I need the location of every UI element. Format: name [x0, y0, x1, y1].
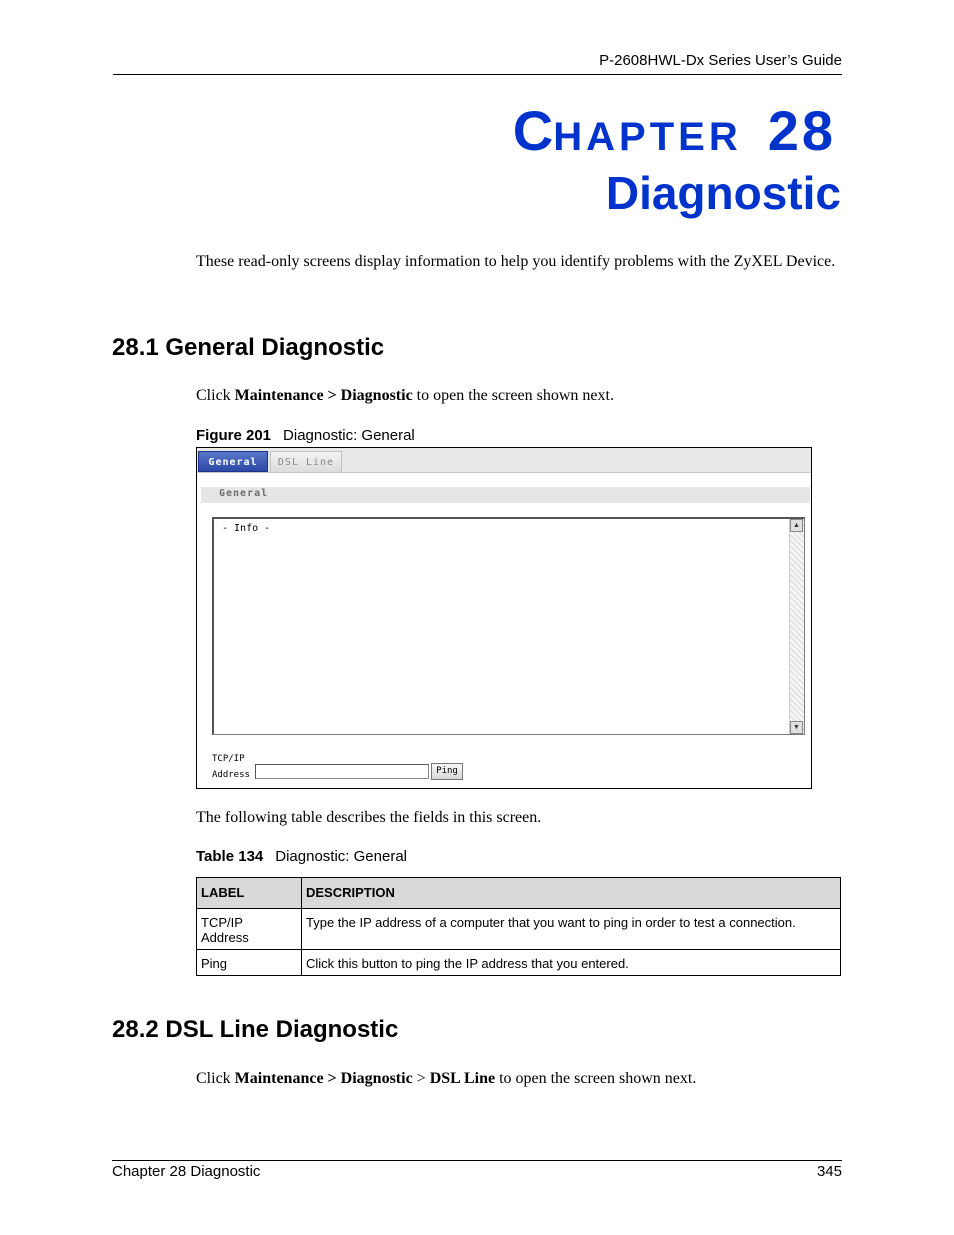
screenshot-figure — [196, 447, 812, 789]
table-cell-label — [197, 909, 302, 950]
text-run: Click — [196, 1070, 235, 1087]
table-row — [197, 950, 841, 976]
menu-path: Maintenance > Diagnostic — [234, 387, 413, 404]
figure-label: Figure 201 — [196, 427, 272, 444]
label-line: TCP/IP — [212, 754, 245, 764]
text-run: to open the screen shown next. — [495, 1070, 697, 1087]
table-cell-label: Ping — [197, 950, 302, 976]
guide-title: P-2608HWL-Dx Series User’s Guide — [599, 52, 842, 69]
column-header-label: LABEL — [197, 878, 302, 909]
label-line: Address — [212, 770, 250, 780]
info-text: - Info - — [222, 523, 271, 534]
table-intro-paragraph: The following table describes the fields in this screen. — [196, 809, 542, 826]
footer-chapter: Chapter 28 Diagnostic — [112, 1163, 261, 1180]
table-caption-text: Diagnostic: General — [275, 848, 407, 865]
scroll-up-icon[interactable]: ▲ — [790, 519, 803, 532]
tcpip-address-label — [212, 751, 250, 783]
chapter-number — [513, 98, 836, 163]
text-run: to open the screen shown next. — [412, 387, 614, 404]
text-run: Click — [196, 387, 235, 404]
footer-rule — [112, 1160, 842, 1161]
figure-caption-text: Diagnostic: General — [283, 427, 415, 444]
table-cell-description: Click this button to ping the IP address that you entered. — [302, 950, 841, 976]
scroll-down-icon[interactable]: ▼ — [790, 721, 803, 734]
intro-paragraph: These read-only screens display information to help you identify problems with the ZyXEL Device. — [196, 253, 836, 270]
table-row — [197, 909, 841, 950]
panel-header-band — [201, 487, 810, 503]
instruction-paragraph-general — [196, 386, 614, 406]
info-textarea[interactable] — [212, 517, 805, 735]
tcpip-address-input[interactable] — [255, 764, 429, 779]
ping-button[interactable]: Ping — [431, 763, 463, 780]
menu-path: Maintenance > Diagnostic — [234, 1070, 413, 1087]
menu-path: DSL Line — [429, 1070, 496, 1087]
section-heading-dsl-line: 28.2 DSL Line Diagnostic — [112, 1016, 399, 1043]
header-rule — [113, 74, 842, 75]
chapter-word-rest: HAPTER — [553, 115, 742, 159]
section-heading-general: 28.1 General Diagnostic — [112, 334, 385, 361]
column-header-description: DESCRIPTION — [302, 878, 841, 909]
tab-dsl-line[interactable]: DSL Line — [270, 451, 342, 472]
chapter-num: 28 — [767, 99, 836, 162]
table-header-row — [197, 878, 841, 909]
chapter-cap-letter: C — [512, 99, 554, 162]
vertical-scrollbar[interactable] — [789, 519, 804, 734]
cell-text: TCP/IP Address — [201, 915, 249, 945]
table-cell-description: Type the IP address of a computer that you want to ping in order to test a connection. — [302, 909, 841, 950]
page-number: 345 — [816, 1163, 842, 1180]
tab-general[interactable]: General — [198, 451, 268, 472]
panel-title: General — [219, 488, 269, 499]
description-table — [196, 877, 841, 976]
chapter-title: Diagnostic — [605, 167, 841, 219]
table-caption — [196, 848, 407, 865]
tab-bar — [197, 448, 811, 473]
figure-caption — [196, 427, 415, 444]
instruction-paragraph-dsl — [196, 1069, 696, 1089]
text-run: > — [412, 1070, 430, 1087]
table-label: Table 134 — [196, 848, 264, 865]
